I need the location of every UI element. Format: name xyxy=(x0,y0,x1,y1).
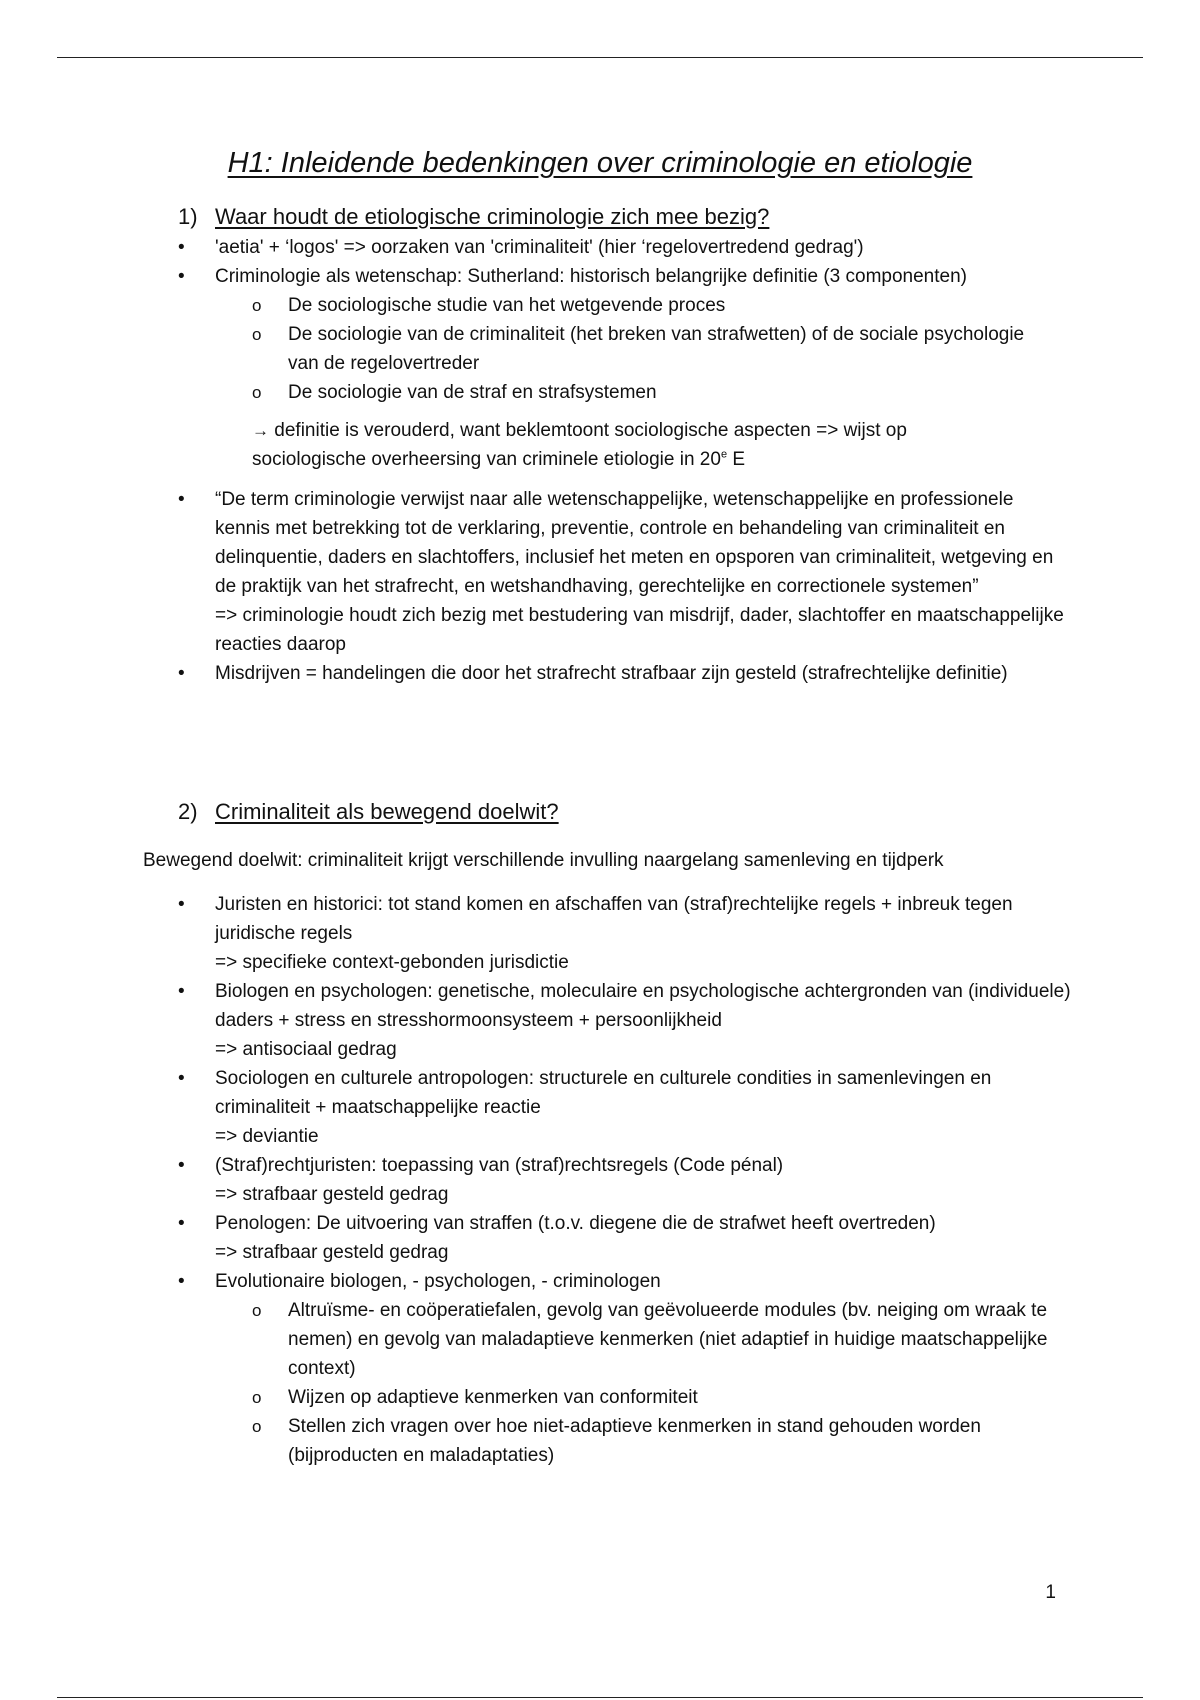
circle-bullet-icon: o xyxy=(252,1388,262,1407)
section-1-heading-text: Waar houdt de etiologische criminologie zich mee bezig? xyxy=(215,204,770,229)
section-2-list xyxy=(0,890,1200,1470)
sub-list-item-text: De sociologie van de criminaliteit (het breken van strafwetten) of de sociale psychologie van de regelovertreder xyxy=(288,324,1025,374)
list-item-conclusion: => specifieke context-gebonden jurisdictie xyxy=(215,952,569,973)
sub-list-item-text: De sociologie van de straf en strafsystemen xyxy=(288,382,657,403)
quote-text: “De term criminologie verwijst naar alle wetenschappelijke, wetenschappelijke en professionele kennis met betrekking tot de verklaring, preventie, controle en behandeling van criminaliteit en delinquentie, daders en slachtoffers, inclusief het meten en opsporen van criminaliteit, wetgeving en de praktijk van het strafrecht, en wetshandhaving, gerechtelijke en correctionele systemen” xyxy=(215,489,1054,597)
bullet-icon: • xyxy=(178,489,185,510)
list-item-text: Juristen en historici: tot stand komen en afschaffen van (straf)rechtelijke regels + inbreuk tegen juridische regels xyxy=(215,894,1013,944)
sub-list-item xyxy=(0,1383,1200,1412)
section-1-list-a xyxy=(0,233,1200,688)
circle-bullet-icon: o xyxy=(252,296,262,315)
list-item xyxy=(0,233,1200,262)
sub-list-item xyxy=(0,320,1200,378)
bullet-icon: • xyxy=(178,1068,185,1089)
list-item-text: Criminologie als wetenschap: Sutherland: historisch belangrijke definitie (3 componenten) xyxy=(215,266,967,287)
conclusion-note-text: definitie is verouderd, want beklemtoont sociologische aspecten => wijst op sociologische overheersing van criminele etiologie in 20 xyxy=(252,420,907,470)
bullet-icon: • xyxy=(178,1271,185,1292)
list-item xyxy=(0,1064,1200,1151)
circle-bullet-icon: o xyxy=(252,1301,262,1320)
bullet-icon: • xyxy=(178,663,185,684)
list-item-text: (Straf)rechtjuristen: toepassing van (straf)rechtsregels (Code pénal) xyxy=(215,1155,784,1176)
list-item xyxy=(0,262,1200,474)
sub-list-item-text: Stellen zich vragen over hoe niet-adaptieve kenmerken in stand gehouden worden (bijproducten en maladaptaties) xyxy=(288,1416,981,1466)
list-item xyxy=(0,1151,1200,1209)
circle-bullet-icon: o xyxy=(252,1417,262,1436)
bullet-icon: • xyxy=(178,981,185,1002)
sub-list-item xyxy=(0,378,1200,407)
bullet-icon: • xyxy=(178,237,185,258)
section-2-heading xyxy=(178,797,559,827)
section-2-intro: Bewegend doelwit: criminaliteit krijgt verschillende invulling naargelang samenleving en tijdperk xyxy=(143,850,944,871)
sub-list-item xyxy=(0,1296,1200,1383)
section-2-number: 2) xyxy=(178,799,198,824)
right-arrow-icon: → xyxy=(252,421,269,440)
list-item-conclusion: => deviantie xyxy=(215,1126,319,1147)
list-item xyxy=(0,977,1200,1064)
list-item xyxy=(0,890,1200,977)
list-item xyxy=(0,1267,1200,1470)
header-rule xyxy=(57,57,1143,58)
list-item-conclusion: => strafbaar gesteld gedrag xyxy=(215,1242,449,1263)
list-item-conclusion: => strafbaar gesteld gedrag xyxy=(215,1184,449,1205)
list-item-text: Biologen en psychologen: genetische, moleculaire en psychologische achtergronden van (individuele) daders + stress en stresshormoonsysteem + persoonlijkheid xyxy=(215,981,1071,1031)
section-1-heading xyxy=(178,202,769,232)
list-item xyxy=(0,1209,1200,1267)
circle-bullet-icon: o xyxy=(252,325,262,344)
list-item-text: Penologen: De uitvoering van straffen (t.o.v. diegene die de strafwet heeft overtreden) xyxy=(215,1213,936,1234)
conclusion-note xyxy=(0,416,1200,474)
footer-rule xyxy=(57,1697,1143,1698)
list-item-text: Evolutionaire biologen, - psychologen, - criminologen xyxy=(215,1271,661,1292)
page-title: H1: Inleidende bedenkingen over criminologie en etiologie xyxy=(227,147,973,179)
list-item xyxy=(0,485,1200,659)
bullet-icon: • xyxy=(178,1155,185,1176)
superscript: e xyxy=(720,448,728,461)
list-item-text: Misdrijven = handelingen die door het strafrecht strafbaar zijn gesteld (strafrechtelijke definitie) xyxy=(215,663,1008,684)
circle-bullet-icon: o xyxy=(252,383,262,402)
quote-conclusion: => criminologie houdt zich bezig met bestudering van misdrijf, dader, slachtoffer en maatschappelijke reacties daarop xyxy=(215,605,1064,655)
sub-list-item xyxy=(0,1412,1200,1470)
page-number: 1 xyxy=(1045,1582,1056,1603)
list-item xyxy=(0,659,1200,688)
sub-list-item xyxy=(0,291,1200,320)
sub-list-item-text: Altruïsme- en coöperatiefalen, gevolg van geëvolueerde modules (bv. neiging om wraak te nemen) en gevolg van maladaptieve kenmerken (niet adaptief in huidige maatschappelijke context) xyxy=(288,1300,1048,1379)
bullet-icon: • xyxy=(178,1213,185,1234)
bullet-icon: • xyxy=(178,266,185,287)
sub-list-item-text: Wijzen op adaptieve kenmerken van conformiteit xyxy=(288,1387,698,1408)
section-2-heading-text: Criminaliteit als bewegend doelwit? xyxy=(215,799,559,824)
list-item-text: Sociologen en culturele antropologen: structurele en culturele condities in samenlevingen en criminaliteit + maatschappelijke reactie xyxy=(215,1068,992,1118)
list-item-conclusion: => antisociaal gedrag xyxy=(215,1039,397,1060)
section-1-number: 1) xyxy=(178,204,198,229)
sub-list-item-text: De sociologische studie van het wetgevende proces xyxy=(288,295,726,316)
list-item-text: 'aetia' + ‘logos' => oorzaken van 'criminaliteit' (hier ‘regelovertredend gedrag') xyxy=(215,237,864,258)
bullet-icon: • xyxy=(178,894,185,915)
conclusion-note-end: E xyxy=(727,449,746,470)
